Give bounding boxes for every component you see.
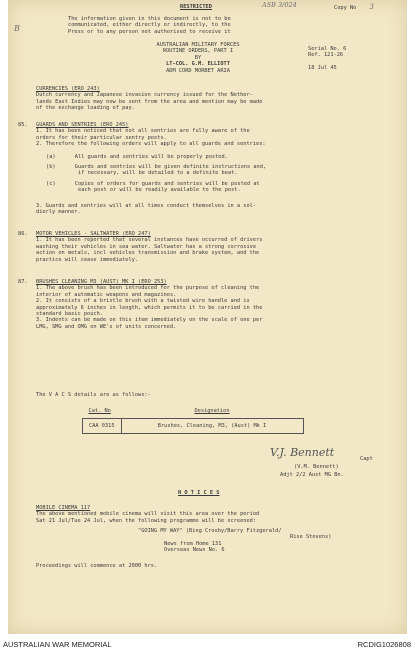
subitem-line: Copies of orders for guards and sentries will be posted at xyxy=(74,181,260,187)
body-line: orders for their particular sentry posts. xyxy=(36,134,167,141)
programme-line: Rise Stevens) xyxy=(290,534,332,541)
programme-line: "GOING MY WAY" (Bing Crosby/Barry Fitzgerald/ xyxy=(138,528,282,534)
section-number: 86. xyxy=(18,231,28,237)
org-line: BY xyxy=(194,54,202,61)
section-number: 85. xyxy=(18,122,28,128)
signature-scrawl: V.J. Bennett xyxy=(270,446,335,459)
body-line: The above mentioned mobile cinema will visit this area over the period xyxy=(36,511,260,518)
notice-closing: Proceedings will commence at 2000 hrs. xyxy=(36,563,158,569)
vacs-intro: The V A C S details are as follows:- xyxy=(36,392,151,398)
body-line: 1. It has been noticed that not all sentries are fully aware of the xyxy=(36,128,250,135)
table-row xyxy=(83,419,304,434)
notice-title: MOBILE CINEMA 117 xyxy=(36,505,91,511)
date: 18 Jul 45 xyxy=(308,64,337,71)
subitem-label: (c) xyxy=(46,181,56,187)
subitem-a xyxy=(46,154,228,160)
commander: LT-COL. G.M. ELLIOTT xyxy=(166,61,230,68)
serial-block xyxy=(308,46,346,71)
section-title: MOTOR VEHICLES - SALTWATER (ERO 247) xyxy=(36,231,151,237)
body-line: 2. It consists of a bristle brush with a twisted wire handle and is xyxy=(36,298,250,305)
handwritten-reference: ASB 3/024 xyxy=(262,1,297,9)
order-motor-vehicles xyxy=(36,231,262,263)
order-guards-sentries xyxy=(36,122,266,148)
body-line: dierly manner. xyxy=(36,209,81,216)
subitem-line: All guards and sentries will be properly posted. xyxy=(74,154,228,160)
body-line: 3. Guards and sentries will at all times conduct themselves in a sol- xyxy=(36,203,257,209)
order-brushes-cleaning xyxy=(36,279,262,330)
reference: Ref. 121-26 xyxy=(308,52,344,59)
body-line: lands East Indies may now be sent from the area and mention may be made xyxy=(36,98,263,105)
signature-position: Adjt 2/2 Aust MG Bn. xyxy=(280,472,344,478)
body-line: Sat 21 Jul/Tue 24 Jul, when the following programme will be screened: xyxy=(36,517,257,524)
body-line: action on metals, incl vehicles transmission and brake system, and the xyxy=(36,250,260,257)
archive-footer xyxy=(0,638,415,654)
programme-line: News from Home 131 xyxy=(164,540,222,547)
copy-number-value: 3 xyxy=(369,3,374,11)
subitem-c xyxy=(46,181,260,194)
body-line: approximately 6 inches in length, which permits it to be carried in the xyxy=(36,304,263,311)
warning-line: Press or to any person not authorised to receive it xyxy=(68,28,231,35)
notices-heading: N O T I C E S xyxy=(178,490,220,496)
restricted-stamp: RESTRICTED xyxy=(180,4,212,10)
body-line: of the exchange loading of pay. xyxy=(36,105,135,112)
cinema-programme xyxy=(138,528,331,554)
body-line: 3. Indents can be made on this item immediately on the scale of one per xyxy=(36,317,263,324)
body-line: interior of automatic weapons and magazines. xyxy=(36,291,177,298)
warning-notice xyxy=(68,16,231,35)
subitem-line: if necessary, will be detailed to a definite beat. xyxy=(78,170,238,177)
body-line: practice will cease immediately. xyxy=(36,256,139,263)
signature-rank: Capt xyxy=(360,456,373,462)
signature-name: (V.M. Bennett) xyxy=(294,464,339,470)
table-cell: Brushes, Cleaning, M3, (Aust) Mk I xyxy=(121,419,303,434)
body-line: 1. It has been reported that several instances have occurred of drivers xyxy=(36,237,263,244)
archive-id: RCDIG1026808 xyxy=(357,640,411,649)
warning-line: The information given in this document is not to be xyxy=(68,16,231,22)
vacs-table xyxy=(82,404,304,434)
subitem-line: each post or will be readily available to the post. xyxy=(78,187,241,194)
section-title: CURRENCIES (ERO 243) xyxy=(36,86,100,92)
section-title: BRUSHES CLEANING M3 (AUST) MK I (ERO 253) xyxy=(36,279,167,285)
body-line: 1. The above brush has been introduced for the purpose of cleaning the xyxy=(36,285,260,292)
body-line: 2. Therefore the following orders will apply to all guards and sentries: xyxy=(36,141,266,148)
table-cell: CAA 0315 xyxy=(83,419,122,434)
subitem-b xyxy=(46,164,266,177)
column-header: Designation xyxy=(121,404,303,419)
body-line: standard basic pouch. xyxy=(36,311,103,318)
copy-number xyxy=(334,4,374,11)
order-guards-closing xyxy=(36,203,256,216)
body-line: washing their vehicles in sea water. Saltwater has a strong corrosive xyxy=(36,243,257,250)
body-line: LMG, SMG and OMG on WE's of units concerned. xyxy=(36,323,177,330)
org-line: AUSTRALIAN MILITARY FORCES xyxy=(156,42,240,48)
issuing-authority xyxy=(118,42,278,74)
subitem-label: (a) xyxy=(46,154,56,160)
area: ADM CORD MORBET ARIA xyxy=(166,67,230,74)
table-header-row xyxy=(83,404,304,419)
column-header: Cat. No xyxy=(83,404,122,419)
archive-name: AUSTRALIAN WAR MEMORIAL xyxy=(3,640,112,649)
notice-mobile-cinema xyxy=(36,505,259,524)
warning-line: communicated, either directly or indirectly, to the xyxy=(68,22,231,29)
order-currencies xyxy=(36,86,262,112)
section-title: GUARDS AND SENTRIES (ERO 245) xyxy=(36,122,129,128)
subitem-label: (b) xyxy=(46,164,56,170)
programme-line: Overseas News No. 6 xyxy=(164,547,225,554)
margin-mark: B xyxy=(14,24,20,33)
copy-label: Copy No xyxy=(334,5,357,11)
document-page xyxy=(8,0,407,634)
org-line: ROUTINE ORDERS, PART I xyxy=(162,48,234,55)
section-number: 87. xyxy=(18,279,28,285)
subitem-line: Guards and sentries will be given definite instructions and, xyxy=(74,164,267,170)
body-line: Dutch currency and Japanese invasion currency issued for the Nether- xyxy=(36,92,253,99)
serial-number: Serial No. 6 xyxy=(308,46,347,52)
